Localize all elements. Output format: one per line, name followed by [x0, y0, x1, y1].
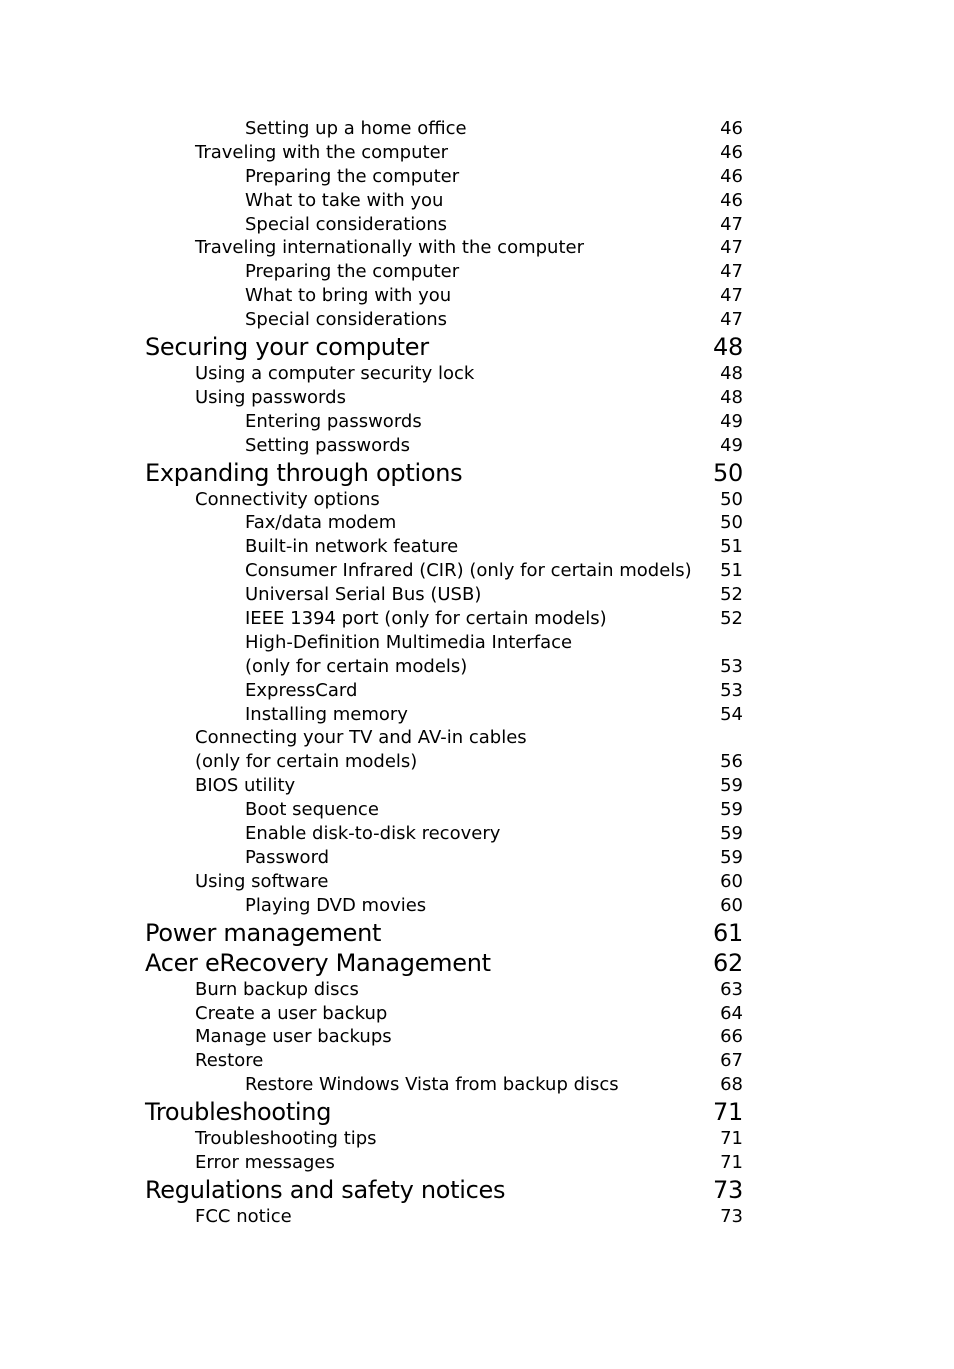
toc-entry-title: Special considerations	[245, 213, 448, 235]
toc-entry[interactable]	[145, 1151, 743, 1175]
toc-entry-page-number: 73	[720, 1205, 743, 1227]
toc-entry[interactable]	[145, 1049, 743, 1073]
toc-entry-title: IEEE 1394 port (only for certain models)	[245, 608, 607, 630]
toc-entry[interactable]	[145, 774, 743, 798]
toc-entry-title: Restore Windows Vista from backup discs	[245, 1074, 619, 1096]
toc-entry-title: Traveling internationally with the computer	[195, 237, 584, 259]
toc-entry-title: Using passwords	[195, 386, 346, 408]
toc-entry-page-number: 46	[720, 189, 743, 211]
toc-entry-page-number: 54	[720, 703, 743, 725]
toc-entry[interactable]	[145, 631, 743, 655]
toc-entry-title: Special considerations	[245, 309, 448, 331]
toc-entry-page-number: 61	[713, 918, 743, 947]
toc-chapter-entry[interactable]	[145, 1097, 743, 1127]
toc-entry-title: What to take with you	[245, 189, 444, 211]
toc-entry-title: Power management	[145, 918, 382, 947]
table-of-contents	[145, 117, 743, 1229]
toc-entry-title: ExpressCard	[245, 679, 358, 701]
toc-entry-page-number: 50	[713, 458, 743, 487]
toc-entry-title: Securing your computer	[145, 333, 429, 362]
toc-entry[interactable]	[145, 362, 743, 386]
toc-entry-page-number: 52	[720, 584, 743, 606]
toc-entry-title: Restore	[195, 1050, 264, 1072]
toc-entry-title: Password	[245, 846, 330, 868]
toc-entry-page-number: 47	[720, 237, 743, 259]
toc-entry[interactable]	[145, 655, 743, 679]
toc-entry-page-number: 53	[720, 655, 743, 677]
toc-entry-page-number: 59	[720, 799, 743, 821]
toc-entry-page-number: 46	[720, 141, 743, 163]
toc-entry[interactable]	[145, 1025, 743, 1049]
toc-entry[interactable]	[145, 822, 743, 846]
toc-entry-page-number: 46	[720, 118, 743, 139]
toc-entry-title: Connecting your TV and AV-in cables	[195, 727, 527, 749]
toc-entry-title: Enable disk-to-disk recovery	[245, 823, 501, 845]
toc-entry-title: Installing memory	[245, 703, 408, 725]
toc-entry[interactable]	[145, 559, 743, 583]
toc-entry[interactable]	[145, 535, 743, 559]
toc-entry-title: Create a user backup	[195, 1002, 388, 1024]
toc-entry-title: High-Definition Multimedia Interface	[245, 631, 573, 653]
toc-entry-title: Setting passwords	[245, 434, 411, 456]
toc-entry[interactable]	[145, 117, 743, 141]
toc-entry-page-number: 73	[713, 1175, 743, 1204]
toc-entry-title: Playing DVD movies	[245, 894, 427, 916]
toc-entry[interactable]	[145, 1073, 743, 1097]
toc-entry-title: Setting up a home office	[245, 118, 467, 139]
toc-entry-title: Using software	[195, 870, 329, 892]
toc-entry[interactable]	[145, 284, 743, 308]
toc-entry-title: What to bring with you	[245, 285, 452, 307]
toc-entry-page-number: 53	[720, 679, 743, 701]
toc-entry-title: FCC notice	[195, 1205, 292, 1227]
toc-entry-page-number: 71	[713, 1098, 743, 1127]
toc-chapter-entry[interactable]	[145, 918, 743, 948]
toc-entry[interactable]	[145, 1205, 743, 1229]
toc-entry-page-number: 47	[720, 285, 743, 307]
toc-entry-page-number: 60	[720, 870, 743, 892]
toc-entry[interactable]	[145, 726, 743, 750]
toc-entry-page-number: 47	[720, 309, 743, 331]
toc-entry-page-number: 48	[720, 363, 743, 385]
toc-entry[interactable]	[145, 260, 743, 284]
toc-entry[interactable]	[145, 703, 743, 727]
toc-entry-page-number: 66	[720, 1026, 743, 1048]
toc-entry-title: Entering passwords	[245, 410, 422, 432]
toc-entry-title: Regulations and safety notices	[145, 1175, 506, 1204]
toc-entry-page-number: 47	[720, 213, 743, 235]
toc-entry[interactable]	[145, 434, 743, 458]
toc-entry-page-number: 60	[720, 894, 743, 916]
toc-entry-title: BIOS utility	[195, 775, 296, 797]
toc-entry-title: Connectivity options	[195, 488, 380, 510]
toc-entry[interactable]	[145, 978, 743, 1002]
toc-entry[interactable]	[145, 846, 743, 870]
toc-entry[interactable]	[145, 386, 743, 410]
toc-entry-title: Using a computer security lock	[195, 363, 475, 385]
toc-entry-page-number: 56	[720, 751, 743, 773]
toc-entry-title: Preparing the computer	[245, 165, 460, 187]
toc-entry[interactable]	[145, 213, 743, 237]
toc-entry-title: Acer eRecovery Management	[145, 948, 491, 977]
toc-entry[interactable]	[145, 141, 743, 165]
toc-entry[interactable]	[145, 1127, 743, 1151]
toc-entry-page-number: 59	[720, 823, 743, 845]
toc-entry-title: (only for certain models)	[245, 655, 468, 677]
toc-entry-title: Error messages	[195, 1151, 335, 1173]
toc-chapter-entry[interactable]	[145, 332, 743, 362]
toc-entry-page-number: 71	[720, 1128, 743, 1150]
toc-entry-title: Preparing the computer	[245, 261, 460, 283]
toc-entry-page-number: 50	[720, 512, 743, 534]
toc-entry-page-number: 59	[720, 846, 743, 868]
toc-entry-page-number: 64	[720, 1002, 743, 1024]
toc-entry-page-number: 63	[720, 978, 743, 1000]
toc-entry-title: Fax/data modem	[245, 512, 397, 534]
toc-chapter-entry[interactable]	[145, 948, 743, 978]
toc-entry-title: (only for certain models)	[195, 751, 418, 773]
toc-entry[interactable]	[145, 410, 743, 434]
toc-entry[interactable]	[145, 488, 743, 512]
toc-chapter-entry[interactable]	[145, 1175, 743, 1205]
toc-entry-page-number: 50	[720, 488, 743, 510]
toc-entry[interactable]	[145, 798, 743, 822]
toc-entry-page-number: 47	[720, 261, 743, 283]
toc-entry-page-number: 46	[720, 165, 743, 187]
toc-entry-title: Burn backup discs	[195, 978, 359, 1000]
toc-entry[interactable]	[145, 165, 743, 189]
toc-entry-page-number: 67	[720, 1050, 743, 1072]
toc-entry[interactable]	[145, 894, 743, 918]
toc-entry-page-number: 62	[713, 948, 743, 977]
toc-entry-page-number: 49	[720, 434, 743, 456]
toc-entry[interactable]	[145, 679, 743, 703]
toc-entry[interactable]	[145, 607, 743, 631]
toc-entry-page-number: 52	[720, 608, 743, 630]
toc-entry-page-number: 51	[720, 536, 743, 558]
toc-chapter-entry[interactable]	[145, 458, 743, 488]
toc-entry-title: Manage user backups	[195, 1026, 392, 1048]
toc-entry[interactable]	[145, 870, 743, 894]
toc-entry-page-number: 59	[720, 775, 743, 797]
toc-entry[interactable]	[145, 189, 743, 213]
toc-entry-title: Expanding through options	[145, 458, 463, 487]
toc-entry[interactable]	[145, 750, 743, 774]
toc-entry-page-number: 51	[720, 560, 743, 582]
toc-entry-title: Consumer Infrared (CIR) (only for certain models)	[245, 560, 692, 582]
toc-entry[interactable]	[145, 308, 743, 332]
toc-entry-title: Troubleshooting tips	[195, 1128, 377, 1150]
toc-entry-title: Universal Serial Bus (USB)	[245, 584, 482, 606]
toc-entry-title: Traveling with the computer	[195, 141, 449, 163]
toc-entry[interactable]	[145, 511, 743, 535]
toc-entry-page-number: 68	[720, 1074, 743, 1096]
toc-entry[interactable]	[145, 1002, 743, 1026]
toc-entry-title: Boot sequence	[245, 799, 379, 821]
toc-entry-title: Troubleshooting	[145, 1098, 332, 1127]
toc-entry-page-number: 48	[720, 386, 743, 408]
toc-entry[interactable]	[145, 583, 743, 607]
toc-entry-title: Built-in network feature	[245, 536, 459, 558]
toc-entry-page-number: 49	[720, 410, 743, 432]
toc-entry-page-number: 48	[713, 333, 743, 362]
toc-entry[interactable]	[145, 236, 743, 260]
toc-entry-page-number: 71	[720, 1151, 743, 1173]
